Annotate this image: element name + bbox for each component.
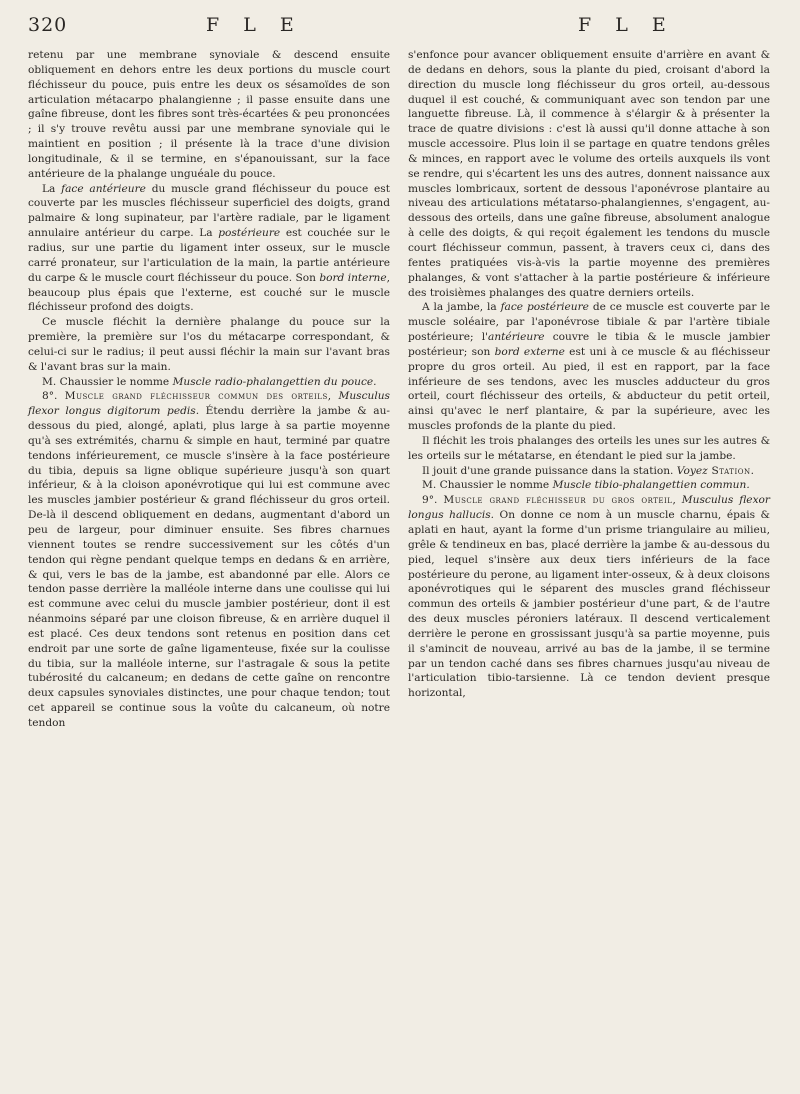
left-column (28, 48, 390, 731)
text-run: Il jouit d'une grande puissance dans la station. (422, 464, 677, 477)
italic-term: postérieure (218, 227, 281, 240)
text-run: du muscle grand fléchisseur du pouce est couverte par les muscles fléchisseur superficiel des doigts, grand palmaire & long supinateur, par l'artère radiale, par le ligament annulaire antérieur du carpe. La (28, 182, 391, 240)
section-paragraph (408, 493, 770, 701)
italic-term: face postérieure (500, 301, 589, 314)
italic-term: Voyez (676, 464, 708, 477)
section-title: Muscle grand fléchisseur commun des orteils (64, 390, 328, 403)
page-number: 320 (28, 14, 68, 36)
text-run: , (672, 494, 682, 507)
text-run: , (327, 390, 339, 403)
paragraph (408, 300, 770, 434)
text-run: M. Chaussier le nomme (422, 479, 553, 492)
section-number: 9°. (422, 494, 444, 507)
paragraph (28, 182, 390, 316)
paragraph (28, 375, 390, 390)
text-run: On donne ce nom à un muscle charnu, épais & aplati en haut, ayant la forme d'un prisme triangulaire au milieu, grêle & tendineux en bas, placé derrière la jambe & au-dessous du pied, lequel s'insère aux deux tiers inférieurs de la face postérieure du perone, au ligament inter-osseux, & à deux cloisons aponévrotiques qui le séparent des muscles grand fléchisseur commun des orteils & jambier postérieur d'une part, & de l'autre des deux muscles péroniers latéraux. Il descend verticalement derrière le perone en grossissant jusqu'à sa partie moyenne, puis il s'amincit de nouveau, arrivé au bas de la jambe, il se termine par un tendon caché dans ses fibres charnues jusqu'au niveau de l'articulation tibio-tarsienne. Là ce tendon devient presque horizontal, (408, 509, 770, 700)
text-run: est couchée sur le radius, sur une partie du ligament inter osseux, sur le muscle carré pronateur, sur l'articulation de la main, la partie antérieure du carpe & le muscle court fléchisseur du pouce. Son (28, 227, 391, 284)
text-run: couvre le tibia & le muscle jambier postérieur; son (408, 331, 770, 358)
text-run: La (42, 182, 62, 195)
section-title: Muscle grand fléchisseur du gros orteil (443, 494, 673, 507)
text-run: est uni à ce muscle & au fléchisseur propre du gros orteil. Au pied, il est en rapport, par la face inférieure de ses tendons, avec les muscles adducteur du gros orteil, court fléchisseur des orteils, & abducteur du petit orteil, ainsi qu'avec le nerf plantaire, & par la supérieure, avec les muscles profonds de la plante du pied. (408, 345, 770, 433)
text-run: de ce muscle est couverte par le muscle soléaire, par l'aponévrose tibiale & par l'artère tibiale postérieure; l' (408, 301, 771, 344)
text-run: A la jambe, la (422, 301, 501, 314)
paragraph: retenu par une membrane synoviale & descend ensuite obliquement en dehors entre les deux portions du muscle court fléchisseur du pouce, puis entre les deux os sésamoïdes de son articulation métacarpo phalangienne ; il passe ensuite dans une gaîne fibreuse, dont les fibres sont très-écartées & peu prononcées ; il s'y trouve revêtu aussi par une membrane synoviale qui le maintient en position ; il présente là la trace d'une division longitudinale, & il se termine, en s'épanouissant, sur la face antérieure de la phalange unguéale du pouce. (28, 49, 390, 180)
italic-term: Muscle radio-phalangettien du pouce. (172, 375, 377, 388)
paragraph: Il fléchit les trois phalanges des orteils les unes sur les autres & les orteils sur le métatarse, en étendant le pied sur la jambe. (408, 434, 770, 462)
paragraph: Ce muscle fléchit la dernière phalange du pouce sur la première, la première sur l'os du métacarpe correspondant, & celui-ci sur le radius; il peut aussi fléchir la main sur l'avant bras & l'avant bras sur la main. (28, 316, 390, 373)
cross-reference: Station. (707, 464, 755, 477)
latin-name: Musculus flexor longus hallucis. (408, 494, 770, 522)
right-column (408, 48, 770, 701)
section-number: 8°. (42, 390, 65, 403)
text-run: M. Chaussier le nomme (42, 375, 173, 388)
italic-term: antérieure (488, 331, 545, 344)
paragraph (408, 478, 770, 493)
italic-term: face antérieure (61, 182, 146, 195)
text-run: , beaucoup plus épais que l'externe, est couché sur le muscle fléchisseur profond des doigts. (28, 271, 390, 314)
latin-name: Musculus flexor longus digitorum pedis. (28, 390, 390, 418)
paragraph: s'enfonce pour avancer obliquement ensuite d'arrière en avant & de dedans en dehors, sous la plante du pied, croisant d'abord la direction du muscle long fléchisseur du gros orteil, au-dessous duquel il est couché, & communiquant avec son tendon par une languette fibreuse. Là, il commence à s'élargir & à présenter la trace de quatre divisions : c'est là aussi qu'il donne attache à son muscle accessoire. Plus loin il se partage en quatre tendons grêles & minces, en rapport avec le volume des orteils auxquels ils vont se rendre, qui s'écartent les uns des autres, donnent naissance aux muscles lombricaux, sortent de dessous l'aponévrose plantaire au niveau des articulations métatarso-phalangiennes, s'engagent, au-dessous des orteils, dans une gaîne fibreuse, absolument analogue à celle des doigts, & qui reçoit également les tendons du muscle court fléchisseur commun, passent, à travers ceux ci, dans des fentes pratiquées vis-à-vis la partie moyenne des premières phalanges, & vont s'attacher à la partie postérieure & inférieure des troisièmes phalanges des quatre derniers orteils. (408, 49, 770, 299)
section-paragraph (28, 389, 390, 730)
paragraph (408, 464, 770, 479)
running-head-left: F L E (206, 14, 303, 36)
italic-term: Muscle tibio-phalangettien commun. (552, 479, 750, 492)
italic-term: bord externe (494, 345, 565, 358)
italic-term: bord interne (319, 271, 387, 284)
text-run: Étendu derrière la jambe & au-dessous du pied, alongé, aplati, plus large à sa partie moyenne qu'à ses extrémités, charnu & simple en haut, terminé par quatre tendons inférieurement, ce muscle s'insère à la face postérieure du tibia, depuis sa ligne oblique supérieure jusqu'à son quart inférieur, & à la cloison aponévrotique qui lui est commune avec les muscles jambier postérieur & grand fléchisseur du gros orteil. De-là il descend obliquement en dedans, augmentant d'abord un peu de largeur, pour diminuer ensuite. Ses fibres charnues viennent toutes se rendre successivement sur les côtés d'un tendon qui règne pendant quelque temps en dedans & en arrière, & qui, vers le bas de la jambe, est abandonné par elle. Alors ce tendon passe derrière la malléole interne dans une coulisse qui lui est commune avec celui du muscle jambier postérieur, dont il est néanmoins séparé par une cloison fibreuse, & en arrière duquel il est placé. Ces deux tendons sont retenus en position dans cet endroit par une sorte de gaîne ligamenteuse, fixée sur la coulisse du tibia, sur la malléole interne, sur l'astragale & sous la petite tubérosité du calcaneum; en dedans de cette gaîne on rencontre deux capsules synoviales distinctes, une pour chaque tendon; tout cet appareil se continue sous la voûte du calcaneum, où notre tendon (28, 405, 390, 729)
running-head-right: F L E (578, 14, 675, 36)
page-header (0, 14, 800, 40)
